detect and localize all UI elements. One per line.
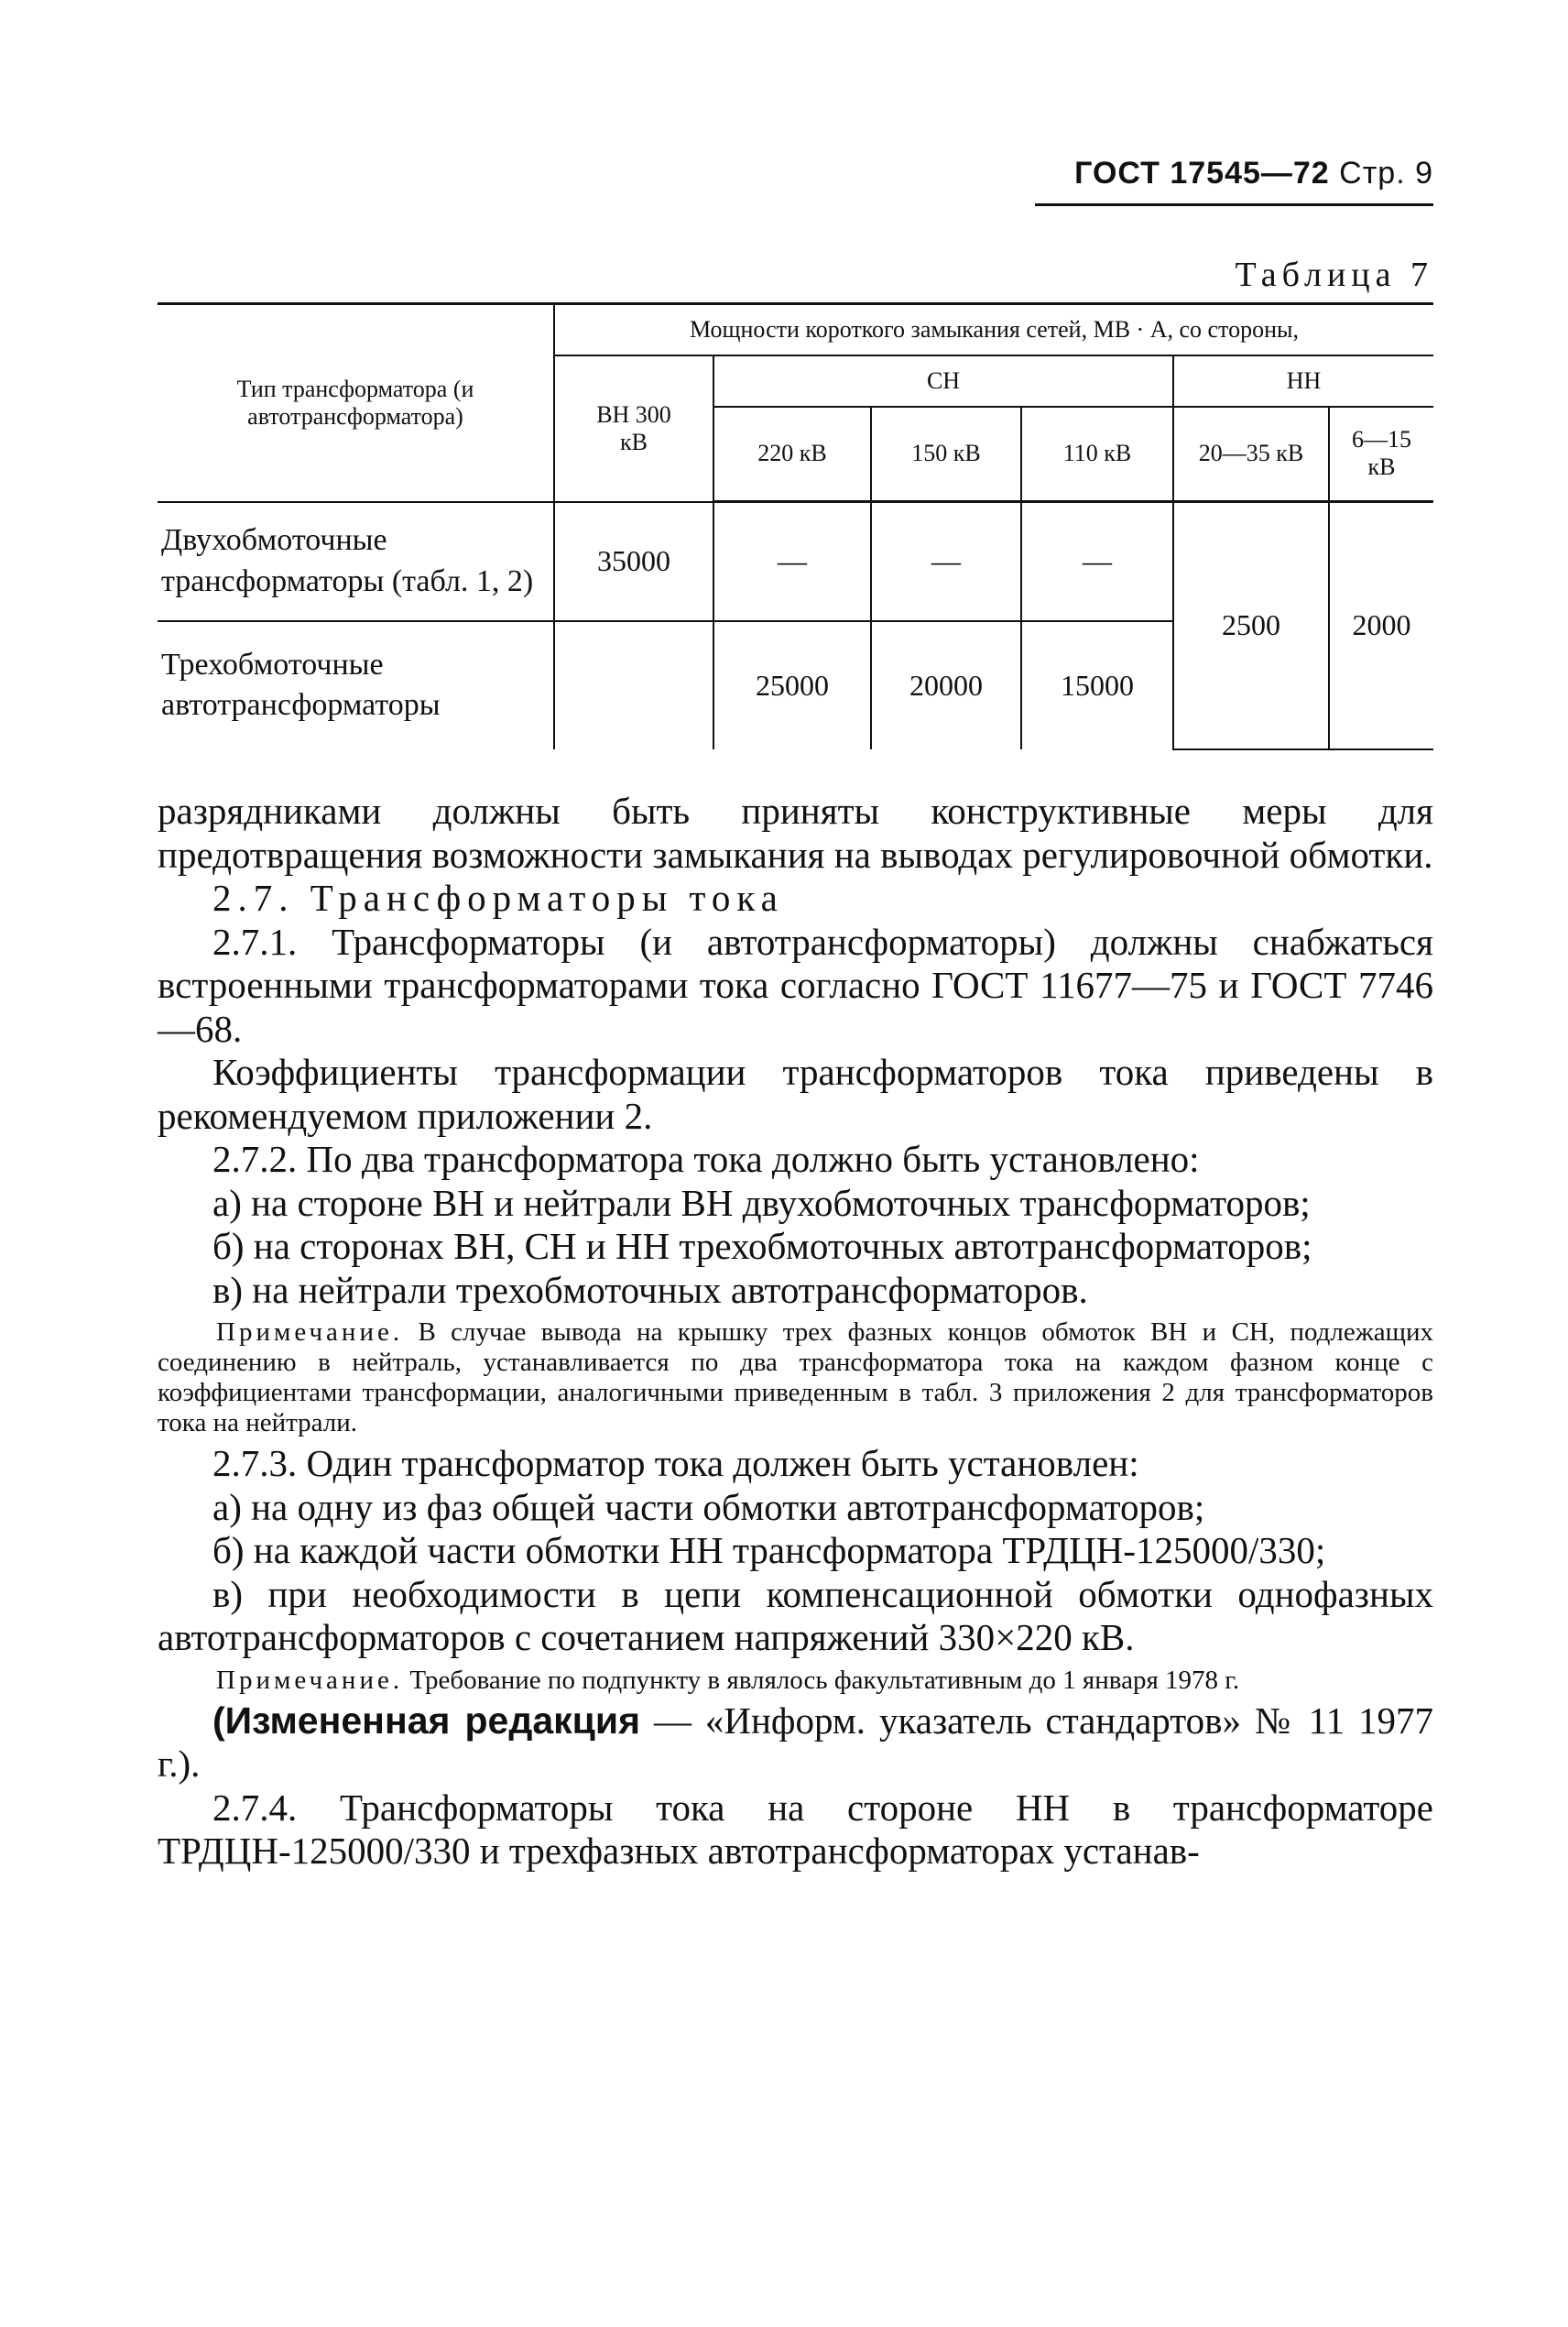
- cell-sn110: —: [1021, 502, 1173, 621]
- cell-sn150: 20000: [871, 621, 1021, 749]
- cell-sn220: —: [713, 502, 871, 621]
- note-text: В случае вывода на крышку трех фазных концов обмоток ВН и СН, подлежащих соединению в нейтраль, устанавливается по два трансформатора тока на каждом фазном конце с коэффициентами трансформации, аналогичными приведенным в табл. 3 приложения 2 для трансформаторов тока на нейтрали.: [158, 1317, 1434, 1437]
- cell-vn: 35000: [554, 502, 713, 621]
- note-text: Требование по подпункту в являлось факультативным до 1 января 1978 г.: [409, 1665, 1240, 1695]
- list-item: б) на сторонах ВН, СН и НН трехобмоточных автотрансформаторов;: [212, 1225, 1312, 1267]
- col-header-110: 110 кВ: [1021, 407, 1173, 502]
- note: [158, 1317, 1433, 1438]
- col-header-6-15: 6—15 кВ: [1329, 407, 1433, 502]
- col-header-220: 220 кВ: [713, 407, 871, 502]
- paragraph: Коэффициенты трансформации трансформаторов тока приведены в рекомендуемом приложении 2.: [158, 1051, 1433, 1137]
- col-header-sn: СН: [713, 355, 1173, 407]
- section-heading: 2.7. Трансформаторы тока: [212, 877, 784, 919]
- body-text: [158, 790, 1433, 1874]
- cell-sn220: 25000: [713, 621, 871, 749]
- list-item: в) на нейтрали трехобмоточных автотрансформаторов.: [212, 1268, 1088, 1311]
- col-header-power: Мощности короткого замыкания сетей, МВ · А, со стороны,: [554, 304, 1433, 355]
- col-header-nn: НН: [1173, 355, 1433, 407]
- cell-nn-6-15: 2000: [1329, 502, 1433, 749]
- edition-source: — «Информ. указатель стандартов» № 11 1977 г.).: [158, 1699, 1434, 1785]
- note-lead: Примечание.: [216, 1665, 404, 1695]
- header-rule: [1035, 203, 1433, 206]
- page-header: [1035, 156, 1433, 191]
- table-7: [158, 302, 1433, 750]
- col-header-150: 150 кВ: [871, 407, 1021, 502]
- edition-label: (Измененная редакция: [212, 1699, 641, 1742]
- cell-sn150: —: [871, 502, 1021, 621]
- cell-vn: [554, 621, 713, 749]
- note: [158, 1666, 1433, 1696]
- table-label: Таблица 7: [1235, 256, 1433, 294]
- page-number: Стр. 9: [1339, 156, 1433, 191]
- paragraph: [158, 1699, 1433, 1786]
- col-header-type: Тип трансформатора (и автотрансформатора): [158, 304, 554, 502]
- list-item: а) на стороне ВН и нейтрали ВН двухобмоточных трансформаторов;: [212, 1181, 1311, 1224]
- paragraph: 2.7.4. Трансформаторы тока на стороне НН в трансформаторе ТРДЦН-125000/330 и трехфазных автотрансформаторах устанав-: [158, 1786, 1433, 1872]
- cell-sn110: 15000: [1021, 621, 1173, 749]
- paragraph: 2.7.3. Один трансформатор тока должен быть установлен:: [212, 1442, 1139, 1484]
- paragraph: разрядниками должны быть приняты конструктивные меры для предотвращения возможности замыкания на выводах регулировочной обмотки.: [158, 790, 1433, 876]
- row-type-2wind: Двухобмоточные трансформаторы (табл. 1, 2): [158, 502, 554, 621]
- paragraph: 2.7.1. Трансформаторы (и автотрансформаторы) должны снабжаться встроенными трансформаторами тока согласно ГОСТ 11677—75 и ГОСТ 7746—68.: [158, 920, 1433, 1050]
- paragraph: 2.7.2. По два трансформатора тока должно быть установлено:: [212, 1138, 1200, 1180]
- cell-nn-20-35: 2500: [1173, 502, 1329, 749]
- col-header-20-35: 20—35 кВ: [1173, 407, 1329, 502]
- list-item: в) при необходимости в цепи компенсационной обмотки однофазных автотрансформаторов с сочетанием напряжений 330×220 кВ.: [158, 1572, 1433, 1658]
- row-type-3wind: Трехобмоточные автотрансформаторы: [158, 621, 554, 749]
- standard-number: ГОСТ 17545—72: [1074, 156, 1330, 191]
- list-item: б) на каждой части обмотки НН трансформатора ТРДЦН-125000/330;: [212, 1529, 1326, 1571]
- col-header-vn: ВН 300 кВ: [554, 355, 713, 502]
- note-lead: Примечание.: [216, 1317, 404, 1347]
- list-item: а) на одну из фаз общей части обмотки автотрансформаторов;: [212, 1485, 1205, 1528]
